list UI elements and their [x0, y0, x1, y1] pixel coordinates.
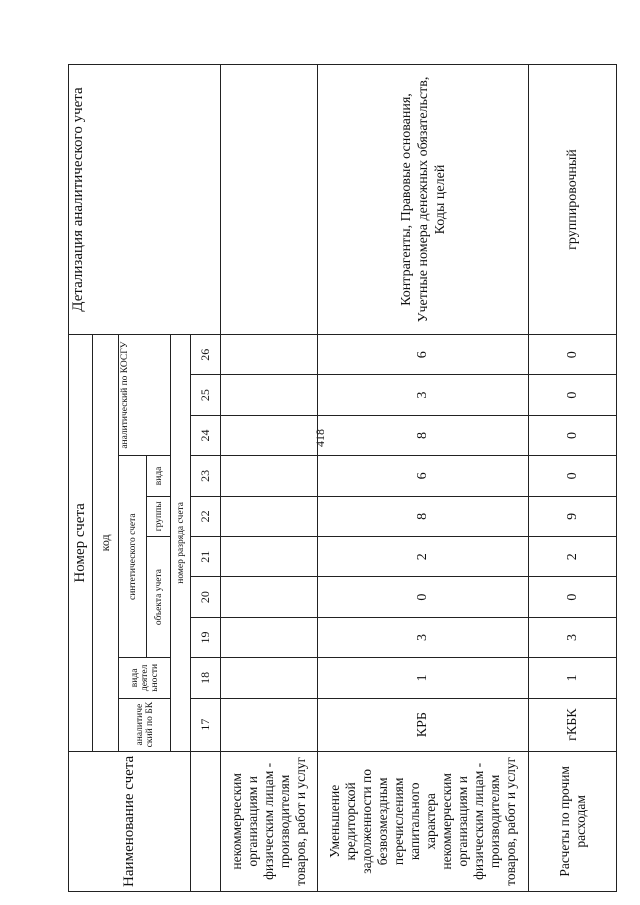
- cell-value: 3: [318, 375, 529, 415]
- cell-value: 0: [529, 415, 617, 455]
- cell-value: [221, 335, 318, 375]
- cell-value: 8: [318, 496, 529, 536]
- header-groups: группы: [147, 496, 171, 536]
- header-code: код: [93, 335, 119, 752]
- cell-value: [221, 577, 318, 617]
- col-number: 23: [191, 456, 221, 496]
- cell-value: [221, 415, 318, 455]
- header-spacer: [191, 751, 221, 891]
- header-number: Номер счета: [69, 335, 93, 752]
- cell-value: 9: [529, 496, 617, 536]
- header-detail: Детализация аналитического учета: [69, 65, 221, 335]
- detail-cell: Контрагенты, Правовые основания, Учетные номера денежных обязательств, Коды целей: [318, 65, 529, 335]
- account-name: Расчеты по прочим расходам: [529, 751, 617, 891]
- table-row: [529, 65, 617, 892]
- cell-value: КРБ: [318, 698, 529, 751]
- detail-cell: [221, 65, 318, 335]
- cell-value: 0: [529, 375, 617, 415]
- cell-value: 1: [318, 658, 529, 698]
- cell-value: 6: [318, 456, 529, 496]
- col-number: 17: [191, 698, 221, 751]
- cell-value: 0: [529, 335, 617, 375]
- cell-value: 2: [318, 537, 529, 577]
- col-number: 25: [191, 375, 221, 415]
- cell-value: 3: [529, 617, 617, 657]
- header-digit-number: номер разряда счета: [171, 335, 191, 752]
- header-object: объекта учета: [147, 537, 171, 658]
- cell-value: [221, 658, 318, 698]
- cell-value: [221, 698, 318, 751]
- col-number: 22: [191, 496, 221, 536]
- col-number: 21: [191, 537, 221, 577]
- header-analytic-bk: аналитиче ский по БК: [119, 698, 171, 751]
- header-synthetic: синтетического счета: [119, 456, 147, 658]
- table-row: [318, 65, 529, 892]
- col-number: 20: [191, 577, 221, 617]
- cell-value: 0: [529, 577, 617, 617]
- cell-value: [221, 617, 318, 657]
- cell-value: 8: [318, 415, 529, 455]
- header-kosgu: аналитический по КОСГУ: [119, 335, 171, 456]
- cell-value: 0: [529, 456, 617, 496]
- header-activity: вида деятел ьности: [119, 658, 171, 698]
- col-number: 24: [191, 415, 221, 455]
- cell-value: 3: [318, 617, 529, 657]
- cell-value: гКБК: [529, 698, 617, 751]
- col-number: 18: [191, 658, 221, 698]
- cell-value: 2: [529, 537, 617, 577]
- page-number: 418: [313, 429, 327, 447]
- col-number: 19: [191, 617, 221, 657]
- col-number: 26: [191, 335, 221, 375]
- header-kind: вида: [147, 456, 171, 496]
- account-name: Уменьшение кредиторской задолженности по безвозмездным перечислениям капитального характера некоммерческим организациям и физическим лицам - производителям товаров, работ и услуг: [318, 751, 529, 891]
- cell-value: [221, 456, 318, 496]
- cell-value: [221, 375, 318, 415]
- accounts-table: [68, 64, 617, 892]
- cell-value: 6: [318, 335, 529, 375]
- cell-value: 0: [318, 577, 529, 617]
- cell-value: [221, 496, 318, 536]
- cell-value: [221, 537, 318, 577]
- detail-cell: группировочный: [529, 65, 617, 335]
- account-name: некоммерческим организациям и физическим лицам - производителям товаров, работ и услуг: [221, 751, 318, 891]
- table-row: [221, 65, 318, 892]
- header-name: Наименование счета: [69, 751, 191, 891]
- cell-value: 1: [529, 658, 617, 698]
- rotated-table-container: [68, 64, 616, 892]
